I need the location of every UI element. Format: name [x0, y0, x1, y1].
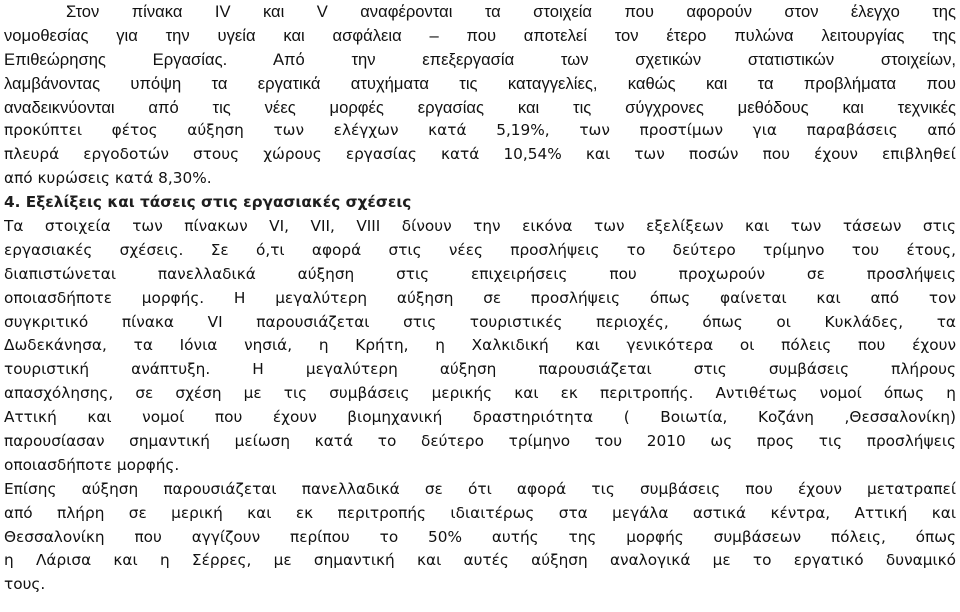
text-line: Δωδεκάνησα, τα Ιόνια νησιά, η Κρήτη, η Χαλκιδική και γενικότερα οι πόλεις που έχουν [4, 336, 956, 355]
text-line: η Λάρισα και η Σέρρες, με σημαντική και αυτές αύξηση αναλογικά με το εργατικό δυναμικό [4, 551, 956, 570]
text-line: Αττική και νομοί που έχουν βιομηχανική δραστηριότητα ( Βοιωτία, Κοζάνη ,Θεσσαλονίκη) [4, 408, 956, 427]
section-heading: 4. Εξελίξεις και τάσεις στις εργασιακές σχέσεις [4, 193, 412, 212]
text-line: τους. [4, 575, 46, 594]
text-line: από πλήρη σε μερική και εκ περιτροπής ιδιαιτέρως στα μεγάλα αστικά κέντρα, Αττική και [4, 503, 956, 522]
text-line: διαπιστώνεται πανελλαδικά αύξηση στις επιχειρήσεις που προχωρούν σε προσλήψεις [4, 264, 956, 283]
text-line: λαμβάνοντας υπόψη τα εργατικά ατυχήματα τις καταγγελίες, καθώς και τα προβλήματα που [4, 73, 956, 93]
text-line: Επιθεώρησης Εργασίας. Από την επεξεργασία των σχετικών στατιστικών στοιχείων, [4, 49, 956, 69]
text-line: πλευρά εργοδοτών στους χώρους εργασίας κατά 10,54% και των ποσών που έχουν επιβληθεί [4, 145, 956, 164]
text-line: Θεσσαλονίκη που αγγίζουν περίπου το 50% αυτής της μορφής συμβάσεων πόλεις, όπως [4, 527, 956, 546]
paragraph-labour-relations [4, 215, 956, 597]
text-line: προκύπτει φέτος αύξηση των ελέγχων κατά 5,19%, των προστίμων για παραβάσεις από [4, 121, 956, 140]
text-line: Επίσης αύξηση παρουσιάζεται πανελλαδικά σε ότι αφορά τις συμβάσεις που έχουν μετατραπεί [4, 479, 956, 498]
text-line: Τα στοιχεία των πίνακων VI, VII, VIII δίνουν την εικόνα των εξελίξεων και των τάσεων στις [4, 217, 956, 236]
text-line: από κυρώσεις κατά 8,30%. [4, 169, 212, 188]
text-line: παρουσίασαν σημαντική μείωση κατά το δεύτερο τρίμηνο του 2010 ως προς τις προσλήψεις [4, 432, 956, 451]
text-line: οποιασδήποτε μορφής. Η μεγαλύτερη αύξηση σε προσλήψεις όπως φαίνεται και από τον [4, 288, 956, 307]
text-line: Στον πίνακα IV και V αναφέρονται τα στοιχεία που αφορούν στον έλεγχο της [66, 2, 956, 21]
text-line: εργασιακές σχέσεις. Σε ό,τι αφορά στις νέες προσλήψεις το δεύτερο τρίμηνο του έτους, [4, 240, 956, 259]
text-line: αναδεικνύονται από τις νέες μορφές εργασίας και τις σύγχρονες μεθόδους και τεχνικές [4, 97, 956, 117]
text-line: συγκριτικό πίνακα VI παρουσιάζεται στις τουριστικές περιοχές, όπως οι Κυκλάδες, τα [4, 312, 956, 331]
text-line: οποιασδήποτε μορφής. [4, 455, 180, 474]
text-line: απασχόλησης, σε σχέση με τις συμβάσεις μερικής και εκ περιτροπής. Αντιθέτως νομοί όπως η [4, 384, 956, 403]
text-line: νομοθεσίας για την υγεία και ασφάλεια – που αποτελεί τον έτερο πυλώνα λειτουργίας της [4, 25, 956, 45]
document-page [4, 0, 956, 597]
text-line: τουριστική ανάπτυξη. Η μεγαλύτερη αύξηση παρουσιάζεται στις συμβάσεις πλήρους [4, 360, 956, 379]
paragraph-inspection-section [4, 0, 956, 191]
